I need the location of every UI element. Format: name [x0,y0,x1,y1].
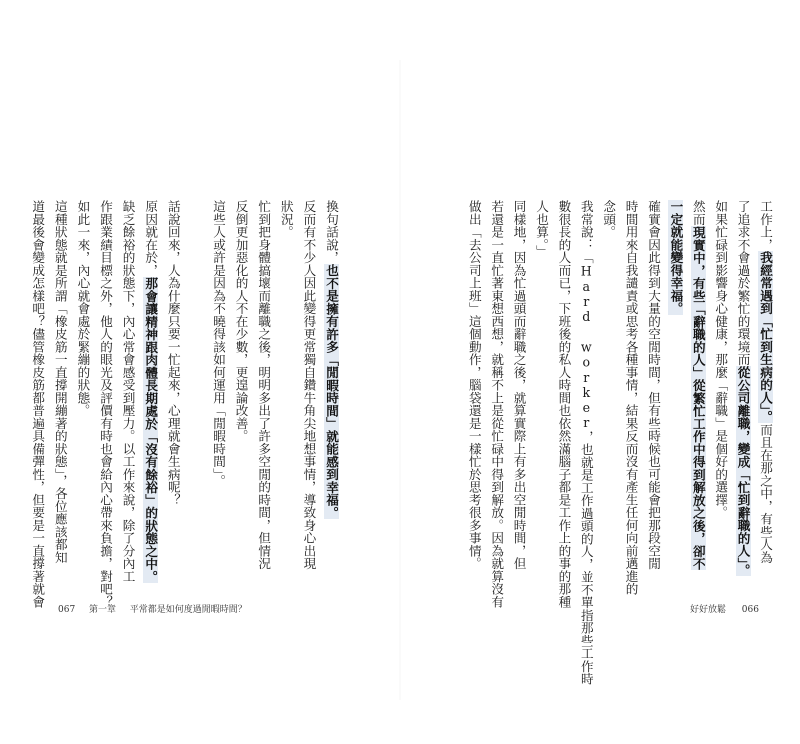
body-text: 換句話說， [324,200,339,264]
text-column [71,200,93,417]
body-text: 反倒更加惡化的人不在少數，更遑論改善。 [233,200,249,443]
right-page [400,0,800,744]
text-column [508,200,530,570]
running-book-title: 好好放鬆 [690,605,727,615]
body-text: 工作上， [758,200,773,251]
body-text: 如果忙碌到影響身心健康，那麼「辭職」是個好的選擇。 [713,200,729,519]
text-column [275,200,297,238]
text-column [575,200,597,685]
text-column [732,200,754,576]
body-text: 話說回來，人為什麼只要一忙起來，心理就會生病呢？ [165,200,181,506]
body-text: 念頭。 [601,200,617,239]
body-text: 數很長的人而已，下班後的私人時間也依然滿腦子都是工作上的事的那種 [556,200,572,608]
body-text: 做出「去公司上班」這個動作，腦袋還是一樣忙於思考很多事情。 [466,200,482,570]
left-folio [58,604,247,616]
text-column [664,200,686,315]
highlighted-text: 那會讓精神跟肉體長期處於「沒有餘裕」的狀態之中。 [143,276,159,583]
chapter-number: 第一章 [88,605,116,615]
body-text: 若還是一直忙著東想西想，就稱不上是從忙碌中得到解放。因為就算沒有 [489,200,505,608]
text-column [552,200,574,608]
text-column [26,200,48,608]
text-column [754,200,776,563]
highlighted-text: 我經常遇到「忙到生病的人」。 [758,251,773,424]
text-column [530,200,552,257]
text-column [485,200,507,608]
body-text: 同樣地，因為忙過頭而辭職之後，就算實際上有多出空閒時間，但 [511,200,527,570]
highlighted-text: 現實中，有些「辭職的人」從繁忙工作中得到解放之後，卻不 [690,225,706,570]
text-column [709,200,731,519]
text-column [230,200,252,442]
highlighted-text: 從公司離職，變成「忙到辭職的人」。 [735,365,751,577]
text-column [117,200,139,583]
text-column [463,200,485,570]
body-text: 道最後會變成怎樣吧？儘管橡皮筋都普遍具備彈性，但要是一直撐著就會 [30,200,46,608]
body-text: 狀況。 [278,200,294,239]
text-column [620,200,642,595]
text-column [320,200,342,519]
body-text: 這種狀態就是所謂「橡皮筋一直撐開繃著的狀態」，各位應該都知 [52,200,68,564]
body-text: 時間用來自我譴責或思考各種事情，結果反而沒有產生任何向前邁進的 [623,200,639,596]
text-column [49,200,71,563]
body-text: 然而 [690,200,706,226]
body-text: 反而有不少人因此變得更常獨自鑽牛角尖地想事情，導致身心出現 [301,200,317,570]
right-folio [690,604,759,616]
body-text: 這些人或許是因為不曉得該如何運用「閒暇時間」。 [211,200,226,487]
chapter-title: 平常都是如何度過閒暇時間？ [129,605,247,615]
text-column [94,200,116,608]
highlighted-text: 一定就能變得幸福。 [668,200,684,315]
text-column [642,200,664,570]
body-text: 而且在那之中，有些人為 [758,423,773,564]
text-column [597,200,619,238]
body-text: 忙到把身體搞壞而離職之後，明明多出了許多空閒的時間，但情況 [256,200,272,570]
text-column [297,200,319,570]
body-text: 作跟業績目標之外，他人的眼光及評價有時也會給內心帶來負擔，對吧？ [98,200,113,608]
text-column [139,200,161,583]
body-text: 了追求不會過於繁忙的環境而 [735,200,751,366]
body-text: 缺乏餘裕的狀態下，內心常會感受到壓力。以工作來說，除了分內工 [120,200,136,583]
right-page-number: 066 [741,605,759,615]
left-page-number: 067 [58,605,76,615]
text-column [252,200,274,570]
highlighted-text: 也不是擁有許多「閒暇時間」就能感到幸福。 [324,263,339,519]
body-text: 我常說：「Hard worker，也就是工作過頭的人，並不單指那些工作時 [578,200,594,686]
body-text: 確實會因此得到大量的空閒時間，但有些時候也可能會把那段空閒 [646,200,661,570]
body-text: 如此一來，內心就會處於緊繃的狀態。 [75,200,91,417]
text-column [207,200,229,487]
text-column [162,200,184,506]
text-column [687,200,709,570]
body-text: 人也算。」 [534,200,549,258]
body-text: 原因就在於， [143,200,159,277]
